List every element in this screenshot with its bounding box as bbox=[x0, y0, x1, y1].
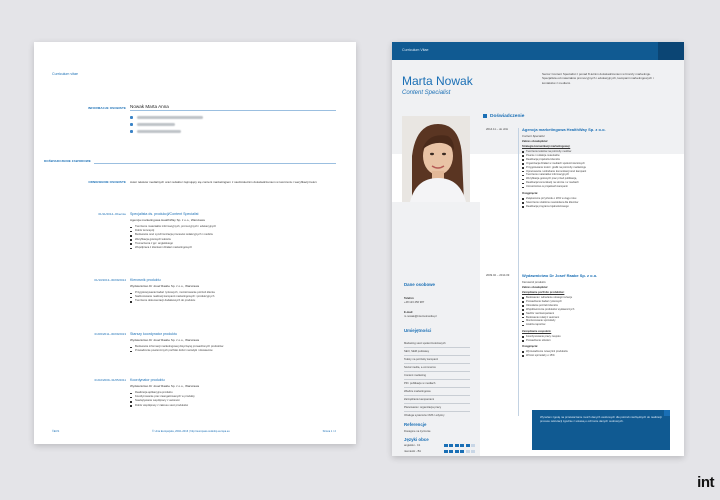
level-dot bbox=[471, 450, 475, 453]
email-value: m.nowak@internetmedia.pl bbox=[404, 315, 437, 318]
section-personal: INFORMACJE OSOBISTE bbox=[87, 106, 126, 110]
list-item: Przygotowanie treści i grafik na potrzeby marketingu bbox=[522, 166, 586, 170]
footer-center: © Unia Europejska, 2002–2016 | http://europass.cedefop.europa.eu bbox=[152, 430, 230, 433]
skills-heading: Umiejętności bbox=[404, 328, 432, 333]
list-item: Współtworzenie produktów wydawniczych bbox=[522, 308, 574, 312]
contact-heading: Dane osobowe bbox=[404, 282, 435, 287]
skill-item: Teksty na potrzeby kampanii bbox=[404, 358, 438, 361]
skill-item: SEO, SEM podstawy bbox=[404, 350, 430, 353]
skill-item: Marketing sieci społecznościowych bbox=[404, 342, 446, 345]
level-dot bbox=[466, 444, 470, 447]
job-company: Agencja marketingowa HealthWay Sp. z o.o. bbox=[522, 127, 606, 132]
divider bbox=[130, 110, 336, 111]
subheading: Zarządzanie zespołem: bbox=[522, 330, 552, 333]
subheading: Zakres obowiązków: bbox=[522, 286, 549, 289]
skill-item: Content marketing bbox=[404, 374, 426, 377]
redacted-text bbox=[137, 130, 181, 133]
list-item: Dobór współpracy z zakresu sieci produktów bbox=[130, 404, 195, 408]
job-date: 01/10/2013–30/09/2014 bbox=[94, 278, 126, 282]
list-item: Realizacja aplikacyjna produktu bbox=[130, 391, 195, 395]
portrait-image bbox=[402, 116, 470, 202]
person-name: Marta Nowak bbox=[402, 74, 473, 88]
footer-left: ©ECS bbox=[52, 430, 60, 433]
consent-text: Wyrażam zgodę na przetwarzanie moich danych osobowych dla potrzeb niezbędnych do realizacji procesu rekrutacji zgodnie z ustawą o ochronie danych osobowych. bbox=[540, 415, 662, 423]
list-item: Realizacja projektów klientów bbox=[522, 158, 586, 162]
references-value: Dostępne na życzenie bbox=[404, 430, 431, 433]
list-item: Określanie potrzeb klientów bbox=[522, 304, 574, 308]
footer-corner bbox=[664, 410, 670, 416]
profile-photo bbox=[402, 116, 470, 202]
job-title: Specjalista ds. produkcji/Content Specialist bbox=[130, 212, 199, 216]
list-item: Budowanie i wdrażanie strategii rozwoju bbox=[522, 296, 574, 300]
list-item: Koordynowanie pracy zespołu bbox=[522, 335, 561, 339]
list-item: Uczestnictwo w projektach kampanii bbox=[522, 185, 586, 189]
language-name: angielski - C1 bbox=[404, 444, 421, 447]
footer-right: Strona 1 / 2 bbox=[322, 430, 336, 433]
level-dot bbox=[460, 450, 464, 453]
job-title: Koordynator produktu bbox=[130, 378, 165, 382]
job-role: Kierownik produktu bbox=[522, 280, 546, 284]
list-item: Organizacja działań w mediach społecznościowych bbox=[522, 162, 586, 166]
job-date: 01/06/2011–30/09/2013 bbox=[94, 332, 126, 336]
sidebar bbox=[392, 202, 480, 456]
divider bbox=[404, 347, 470, 348]
level-dot bbox=[471, 444, 475, 447]
email-icon bbox=[130, 130, 133, 133]
brand-logo: int bbox=[697, 474, 714, 491]
divider bbox=[404, 395, 470, 396]
header-band bbox=[392, 42, 658, 60]
level-dot bbox=[449, 450, 453, 453]
list-item: Tworzenie dokumentacji dodatkowych do produktu bbox=[130, 299, 215, 303]
doc-label: Curriculum vitae bbox=[52, 72, 78, 76]
list-item: Realizacja komunikacji na stronie i w mediach bbox=[522, 181, 586, 185]
skill-item: Obsługa systemów CMS / edytory bbox=[404, 414, 445, 417]
job-bullets bbox=[522, 150, 586, 189]
divider bbox=[404, 379, 470, 380]
level-dot bbox=[455, 444, 459, 447]
divider bbox=[404, 411, 470, 412]
timeline-line bbox=[518, 128, 519, 416]
list-item: Tworzenie materiałów informacyjnych bbox=[522, 173, 586, 177]
modern-resume-page bbox=[392, 42, 684, 456]
skill-item: Planowanie i organizacja pracy bbox=[404, 406, 442, 409]
level-dot bbox=[460, 444, 464, 447]
achievements-list bbox=[522, 197, 578, 209]
person-role: Content Specialist bbox=[402, 90, 451, 96]
subheading: Osiągnięcia: bbox=[522, 345, 538, 348]
list-item: Wzrost sprzedaży o 15% bbox=[522, 354, 568, 358]
list-item: Budowanie relacji z autorami bbox=[522, 316, 574, 320]
list-item: Koordynowanie prac zaangażowanych w produkty bbox=[130, 395, 195, 399]
job-title: Kierownik produktu bbox=[130, 278, 161, 282]
job-title: Starszy koordynator produktu bbox=[130, 332, 177, 336]
address-icon bbox=[130, 116, 133, 119]
divider bbox=[404, 355, 470, 356]
level-dot bbox=[444, 450, 448, 453]
job-bullets bbox=[130, 291, 215, 304]
job-bullets bbox=[130, 225, 216, 250]
list-item: Przygotowywanie badań rynkowych, monitorowanie potrzeb klienta bbox=[130, 291, 215, 295]
job-company: Agencja marketingowa HealthWay Sp. z o.o., Warszawa bbox=[130, 218, 205, 222]
team-list bbox=[522, 335, 561, 343]
language-name: niemiecki - B1 bbox=[404, 450, 421, 453]
job-bullets bbox=[130, 345, 223, 353]
job-date: 01/11/2014–Obecnie bbox=[98, 212, 126, 216]
divider bbox=[94, 163, 336, 164]
job-date: 01/02/2009–31/05/2011 bbox=[94, 378, 126, 382]
list-item: Opracowanie i wdrażanie komunikacji oraz kampanii bbox=[522, 170, 586, 174]
job-company: Wydawnictwo Dr Josef Raabe Sp. z o.o. bbox=[522, 273, 598, 278]
language-level bbox=[444, 444, 475, 447]
consent-footer bbox=[532, 410, 670, 450]
list-item: Prowadzenie badań rynkowych bbox=[522, 300, 574, 304]
list-item: Analiza raportów bbox=[522, 323, 574, 327]
contact-row bbox=[130, 130, 181, 133]
references-heading: Referencje bbox=[404, 422, 427, 427]
redacted-text bbox=[137, 123, 175, 126]
job-bullets bbox=[130, 391, 195, 408]
list-item: Weryfikacja gotowych tekstów bbox=[130, 238, 216, 242]
level-dot bbox=[449, 444, 453, 447]
section-experience: DOŚWIADCZENIE ZAWODOWE bbox=[44, 159, 91, 163]
job-company: Wydawnictwo Dr Josef Raabe Sp. z o.o., Warszawa bbox=[130, 338, 200, 342]
summary-text: Autor tekstów medialnych oraz redaktor zajmujący się content marketingiem z siedmioletnim doświadczeniem w tworzeniu i weryfikacji treści. bbox=[130, 180, 318, 184]
divider bbox=[404, 403, 470, 404]
job-date: 2009.02 – 2014.09 bbox=[486, 273, 510, 277]
experience-icon bbox=[483, 114, 487, 118]
list-item: Nawiązywanie współpracy z autorami bbox=[130, 399, 195, 403]
list-item: Monitorowanie sprzedaży bbox=[522, 319, 574, 323]
section-summary: ODNIESIENIE OSOBISTE bbox=[88, 180, 126, 184]
job-date: 2014.11 – do dziś bbox=[486, 127, 508, 131]
list-item: Budowanie informacji marketingowej dotyczącej prowadzonych produktów bbox=[130, 345, 223, 349]
phone-icon bbox=[130, 123, 133, 126]
subheading: Zakres obowiązków: bbox=[522, 140, 549, 143]
person-name: Nowak Marta Anna bbox=[130, 104, 169, 109]
list-item: Stworzenie szablonu newslettera dla klientów bbox=[522, 201, 578, 205]
list-item: Prowadzenie powierzonych portfolio dobór metodyki i dostawców bbox=[130, 349, 223, 353]
job-role: Content Specialist bbox=[522, 134, 545, 138]
list-item: Współpraca z klientami działań marketingowych bbox=[130, 246, 216, 250]
list-item: Prowadzenie szkoleń bbox=[522, 339, 561, 343]
divider bbox=[404, 363, 470, 364]
phone-label: Telefon bbox=[404, 296, 414, 300]
list-item: Pisanie i redakcja materiałów bbox=[522, 154, 586, 158]
divider bbox=[404, 387, 470, 388]
subheading: Zarządzanie portfolio produktów: bbox=[522, 291, 565, 294]
level-dot bbox=[444, 444, 448, 447]
page-footer bbox=[52, 430, 336, 433]
languages-heading: Języki obce bbox=[404, 437, 429, 442]
subheading: Osiągnięcia: bbox=[522, 192, 538, 195]
job-company: Wydawnictwo Dr Josef Raabe Sp. z o.o., Warszawa bbox=[130, 284, 200, 288]
list-item: Nadzorowanie realizacji kampanii marketingowych i produkcyjnych bbox=[130, 295, 215, 299]
skill-item: Social media, e-commerce bbox=[404, 366, 436, 369]
header-band-accent bbox=[658, 42, 684, 60]
doc-label: Curriculum Vitae bbox=[402, 48, 429, 52]
phone-value: +48 123 456 987 bbox=[404, 301, 425, 304]
list-item: Weryfikacja gotowych prac przed publikacją bbox=[522, 177, 586, 181]
contact-row bbox=[130, 123, 175, 126]
level-dot bbox=[455, 450, 459, 453]
skill-item: Zarządzanie kampaniami bbox=[404, 398, 435, 401]
level-dot bbox=[466, 450, 470, 453]
redacted-text bbox=[137, 116, 203, 119]
list-item: Zwiększenie przychodu o 20% w ciągu roku bbox=[522, 197, 578, 201]
europass-resume-page bbox=[34, 42, 356, 444]
experience-heading: Doświadczenie bbox=[490, 114, 525, 119]
skill-item: PR i publikacje w mediach bbox=[404, 382, 436, 385]
list-item: Wprowadzenie nowej linii produktów bbox=[522, 350, 568, 354]
job-company: Wydawnictwo Dr Josef Raabe Sp. z o.o., Warszawa bbox=[130, 384, 200, 388]
achievements-list bbox=[522, 350, 568, 358]
summary-text: Senior Content Specialist z ponad 8-letnim doświadczeniem w branży marketingu. Specjalista od materiałów promocyjnych i edukacyjnych, kampanii marketingowych i kontaktów z mediami. bbox=[542, 72, 654, 85]
skill-item: Wiedza marketingowa bbox=[404, 390, 431, 393]
list-item: Budowanie oraz synchronizacja procesów redakcyjnych i mediów bbox=[130, 233, 216, 237]
list-item: Realizacja programu lojalnościowego bbox=[522, 205, 578, 209]
contact-row bbox=[130, 116, 203, 119]
list-item: Nadzór nad kampaniami bbox=[522, 312, 574, 316]
list-item: Tłumaczenia z jęz. angielskiego bbox=[130, 242, 216, 246]
language-level bbox=[444, 450, 475, 453]
divider bbox=[404, 371, 470, 372]
list-item: Tworzenie materiałów informacyjnych, promocyjnych i edukacyjnych bbox=[130, 225, 216, 229]
list-item: Dobór koncepcji bbox=[130, 229, 216, 233]
job-bullets bbox=[522, 296, 574, 327]
list-item: Tworzenie tekstów na potrzeby mediów bbox=[522, 150, 586, 154]
email-label: E-mail bbox=[404, 310, 413, 314]
subheading: Strategia komunikacji marketingowej: bbox=[522, 145, 571, 148]
